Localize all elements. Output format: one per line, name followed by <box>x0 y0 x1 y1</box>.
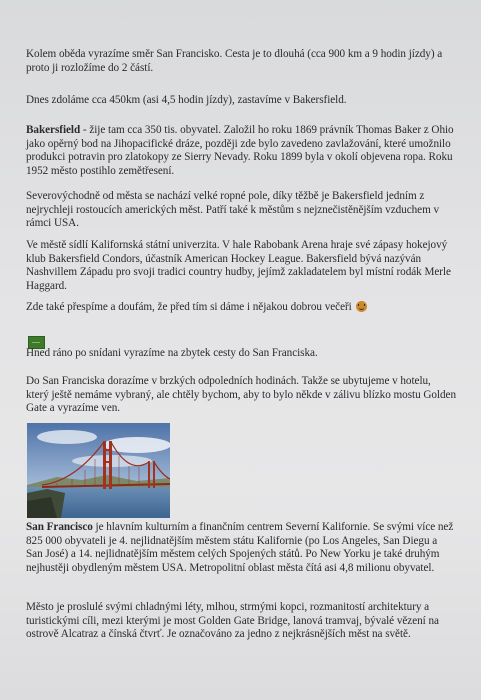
paragraph-bakersfield-history <box>26 124 466 178</box>
golden-gate-bridge-photo <box>27 423 170 518</box>
heading-bakersfield: Bakersfield <box>26 124 81 136</box>
paragraph-route-intro: Kolem oběda vyrazíme směr San Francisko. Cesta je to dlouhá (cca 900 km a 9 hodin jízdy) a proto ji rozložíme do 2 částí. <box>26 48 443 74</box>
paragraph-morning-departure: Hned ráno po snídani vyrazíme na zbytek cesty do San Franciska. <box>26 347 318 359</box>
text-bakersfield-history: - žije tam cca 350 tis. obyvatel. Založil ho roku 1869 právník Thomas Baker z Ohio jako opěrný bod na Jihopacifické dráze, později zde bylo zavedeno zavlažování, které umožnilo produkci potravin pro zlatokopy ze Sierry Nevady. Roku 1899 byla v okolí objevena ropa. Roku 1952 město postihlo zemětřesení. <box>26 124 454 177</box>
paragraph-sf-attractions: Město je proslulé svými chladnými léty, mlhou, strmými kopci, rozmanitostí architektury a turistickými cíli, mezi kterými je most Golden Gate Bridge, lanová tramvaj, bývalé vězení na ostrově Alcatraz a čínská čtvrť. Je označováno za jedno z nejkrásnějších měst na světě. <box>26 601 439 641</box>
paragraph-arrival-sf: Do San Franciska dorazíme v brzkých odpoledních hodinách. Takže se ubytujeme v hotelu, který ještě nemáme vybraný, ale chtěly bychom, aby to bylo někde v zálivu blízko mostu Golden Gate a vyrazíme ven. <box>26 375 456 415</box>
paragraph-today-distance: Dnes zdoláme cca 450km (asi 4,5 hodin jízdy), zastavíme v Bakersfield. <box>26 94 347 106</box>
paragraph-bakersfield-culture: Ve městě sídlí Kalifornská státní univerzita. V hale Rabobank Arena hraje své zápasy hokejový klub Bakersfield Condors, účastník American Hockey League. Bakersfield bývá nazýván Nashvillem Západu pro svoji tradici country hudby, jejímž zakladatelem byl místní rodák Merle Haggard. <box>26 239 451 292</box>
paragraph-bakersfield-oil: Severovýchodně od města se nachází velké ropné pole, díky těžbě je Bakersfield jedním z nejrychleji rostoucích amerických měst. Patří také k městům s nejznečistěnějším vzduchem v rámci USA. <box>26 190 440 230</box>
text-overnight: Zde také přespíme a doufám, že před tím si dáme i nějakou dobrou večeři <box>26 301 352 313</box>
text-sf-info: je hlavním kulturním a finančním centrem Severní Kalifornie. Se svými více než 825 000 obyvateli je 4. nejlidnatějším městem státu Kalifornie (po Los Angeles, San Diegu a San José) a 14. nejlidnatějším městem celých Spojených států. Po New Yorku je také druhým nejhustěji obydleným městem USA. Metropolitní oblast města čítá asi 4,8 milionu obyvatel. <box>26 521 454 574</box>
paragraph-overnight <box>26 301 466 315</box>
heading-san-francisco: San Francisco <box>26 521 93 533</box>
paragraph-sf-info <box>26 521 456 575</box>
smiley-icon <box>356 301 367 312</box>
